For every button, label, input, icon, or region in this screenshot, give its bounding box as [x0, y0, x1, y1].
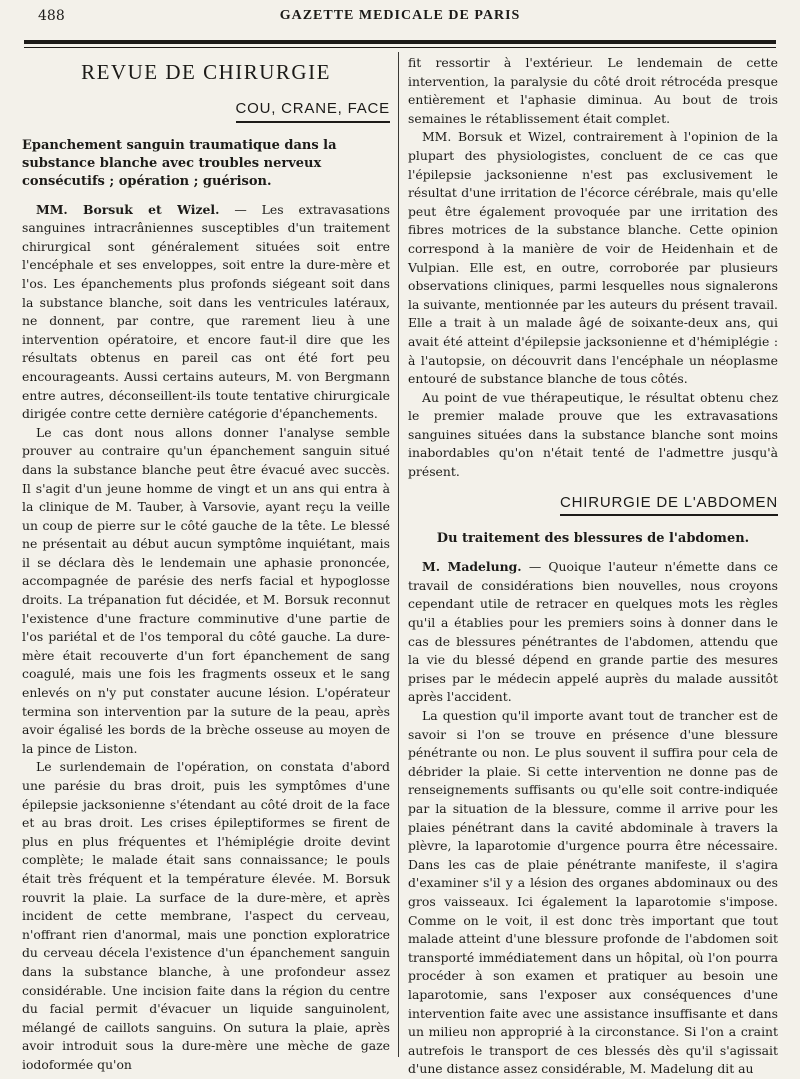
section-heading-label: CHIRURGIE DE L'ABDOMEN	[560, 494, 778, 517]
section-heading-label: COU, CRANE, FACE	[236, 100, 391, 123]
page-number: 488	[38, 8, 65, 24]
revue-title: REVUE DE CHIRURGIE	[81, 60, 331, 84]
header-rule-thick	[24, 40, 776, 44]
author-name: M. Madelung.	[422, 559, 522, 575]
paragraph-text: — Les extravasations sanguines intracrâniennes susceptibles d'un traitement chirurgical sont généralement situées soit entre l'encéphale et ses enveloppes, soit entre la dure-mère et l'os. Les épanchements plus profonds siégeant soit dans la substance blanche, soit dans les ventricules latéraux, ne donnent, par contre, que rarement lieu à une intervention opératoire, et encore faut-il dire que les résultats obtenus en pareil cas ont été fort peu encourageants. Aussi certains auteurs, M. von Bergmann entre autres, déconseillent-ils toute tentative chirurgicale dirigée contre cette dernière catégorie d'épanchements.	[22, 201, 390, 422]
article-title-abdomen: Du traitement des blessures de l'abdomen.	[436, 531, 750, 547]
left-column	[22, 54, 390, 1075]
right-column	[408, 54, 778, 1079]
paragraph: Le surlendemain de l'opération, on constata d'abord une parésie du bras droit, puis les symptômes d'une épilepsie jacksonienne s'étendant au côté droit de la face et au bras droit. Les crises épileptiformes se firent de plus en plus fréquentes et l'hémiplégie droite devint complète; le malade était sans connaissance; le pouls était très fréquent et la température élevée. M. Borsuk rouvrit la plaie. La surface de la dure-mère, et après incident de cette membrane, l'aspect du cerveau, n'offrant rien d'anormal, mais une ponction exploratrice du cerveau décela l'existence d'un épanchement sanguin dans la substance blanche, à une profondeur assez considérable. Une incision faite dans la région du centre du facial permit d'évacuer un liquide sanguinolent, mélangé de caillots sanguins. On sutura la plaie, après avoir introduit sous la dure-mère une mèche de gaze iodoformée qu'on	[22, 759, 390, 1072]
section-heading-cou-crane-face	[22, 100, 390, 123]
paragraph: Au point de vue thérapeutique, le résultat obtenu chez le premier malade prouve que les extravasations sanguines situées dans la substance blanche sont moins inabordables qu'on n'était tenté de l'admettre jusqu'à présent.	[408, 389, 778, 480]
paragraph: MM. Borsuk et Wizel, contrairement à l'opinion de la plupart des physiologistes, concluent de ce cas que l'épilepsie jacksonienne n'est pas exclusivement le résultat d'une irritation de l'écorce cérébrale, mais qu'elle peut être également provoquée par une irritation des fibres motrices de la substance blanche. Cette opinion correspond à la manière de voir de Heidenhain et de Vulpian. Elle est, en outre, corroborée par plusieurs observations cliniques, parmi lesquelles nous signalerons la suivante, mentionnée par les auteurs du présent travail. Elle a trait à un malade âgé de soixante-deux ans, qui avait été atteint d'épilepsie jacksonienne et d'hémiplégie : à l'autopsie, on découvrit dans l'encéphale un néoplasme entouré de substance blanche de tous côtés.	[408, 129, 778, 387]
column-divider	[398, 52, 399, 1057]
paragraph	[22, 201, 390, 424]
author-name: MM. Borsuk et Wizel.	[36, 201, 220, 217]
header-rule-thin	[24, 47, 776, 48]
paragraph: Le cas dont nous allons donner l'analyse semble prouver au contraire qu'un épanchement sanguin situé dans la substance blanche peut être évacué avec succès. Il s'agit d'un jeune homme de vingt et un ans qui entra à la clinique de M. Tauber, à Varsovie, ayant reçu la veille un coup de pierre sur le côté gauche de la tête. Le blessé ne présentait au début aucun symptôme inquiétant, mais il se déclara dès le lendemain une aphasie prononcée, accompagnée de parésie des nerfs facial et hypoglosse droits. La trépanation fut décidée, et M. Borsuk reconnut l'existence d'une fracture comminutive d'une partie de l'os pariétal et de l'os temporal du côté gauche. La dure-mère était recouverte d'un fort épanchement de sang coagulé, mais une fois les fragments osseux et le sang enlevés on n'y put constater aucune lésion. L'opérateur termina son intervention par la suture de la peau, après avoir égalisé les bords de la brèche osseuse au moyen de la pince de Liston.	[22, 424, 390, 756]
paragraph	[408, 558, 778, 707]
running-head: GAZETTE MEDICALE DE PARIS	[279, 8, 521, 23]
paragraph: fit ressortir à l'extérieur. Le lendemain de cette intervention, la paralysie du côté droit rétrocéda presque entièrement et l'aphasie diminua. Au bout de trois semaines le rétablissement était complet.	[408, 55, 778, 126]
article-title-epanchement: Epanchement sanguin traumatique dans la substance blanche avec troubles nerveux consécutifs ; opération ; guérison.	[22, 137, 337, 189]
paragraph-text: — Quoique l'auteur n'émette dans ce travail de considérations bien nouvelles, nous croyons cependant utile de retracer en quelques mots les règles qu'il a établies pour les premiers soins à donner dans le cas de blessures pénétrantes de l'abdomen, attendu que la vie du blessé dépend en grande partie des mesures prises par le médecin appelé auprès du malade aussitôt après l'accident.	[408, 559, 778, 705]
paragraph: La question qu'il importe avant tout de trancher est de savoir si l'on se trouve en présence d'une blessure pénétrante ou non. Le plus souvent il suffira pour cela de débrider la plaie. Si cette intervention ne donne pas de renseignements suffisants ou qu'elle soit contre-indiquée par la situation de la blessure, comme il arrive pour les plaies pénétrant dans la cavité abdominale à travers la plèvre, la laparotomie d'urgence pourra être nécessaire. Dans les cas de plaie pénétrante manifeste, il s'agira d'examiner s'il y a lésion des organes abdominaux ou des gros vaisseaux. Ici également la laparotomie s'impose. Comme on le voit, il est donc très important que tout malade atteint d'une blessure profonde de l'abdomen soit transporté immédiatement dans un hôpital, où l'on pourra procéder à son examen et pratiquer au besoin une laparotomie, sans l'exposer aux conséquences d'une intervention faite avec une assistance insuffisante et dans un milieu non approprié à la circonstance. Si l'on a craint autrefois le transport de ces blessés dès qu'il s'agissait d'une distance assez considérable, M. Madelung dit au	[408, 708, 778, 1077]
section-heading-abdomen	[408, 494, 778, 517]
